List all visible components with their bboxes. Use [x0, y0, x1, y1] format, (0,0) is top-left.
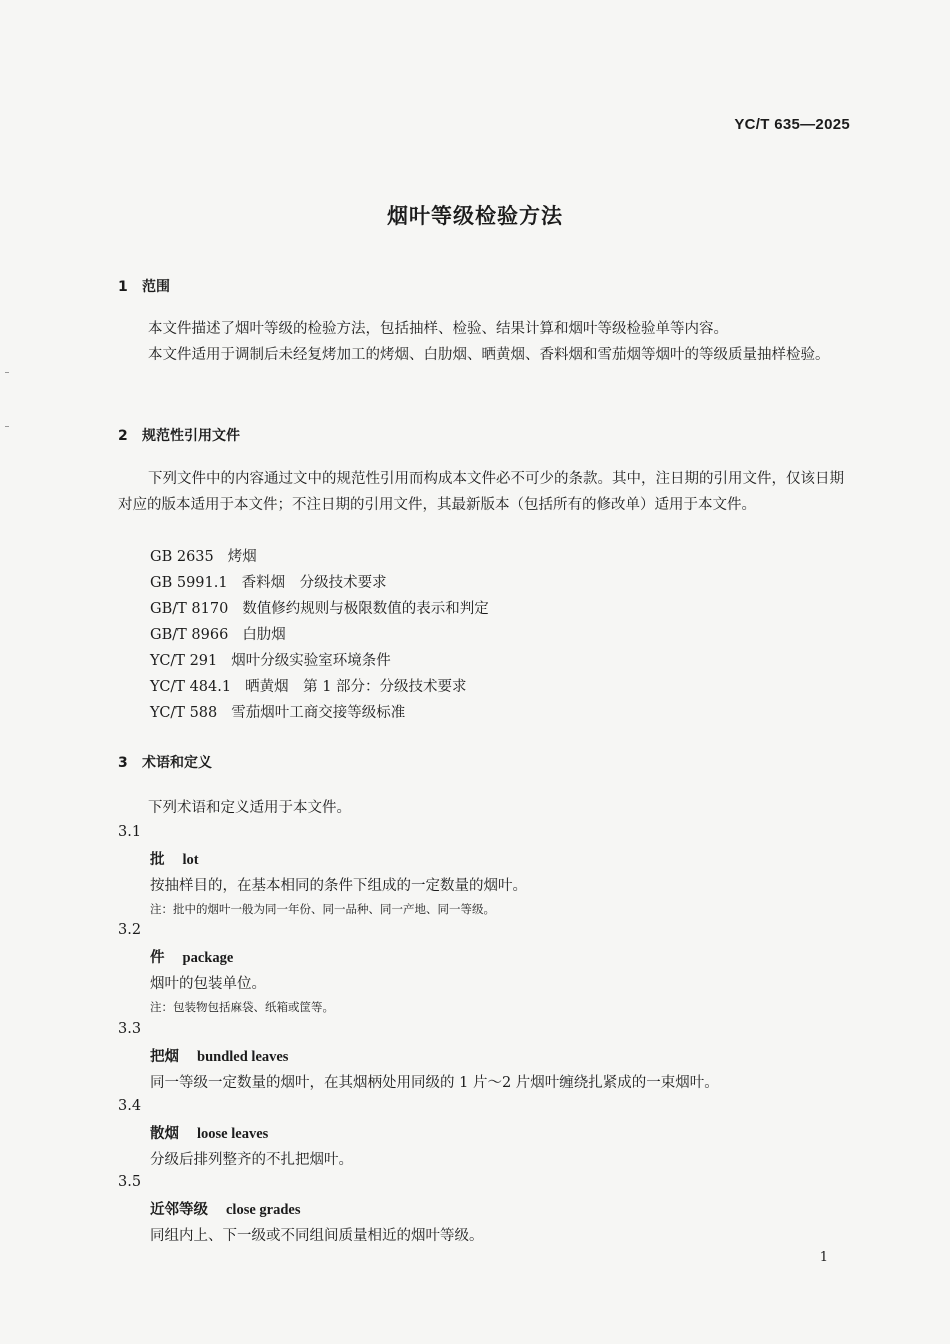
- term-zh: 近邻等级: [150, 1202, 208, 1218]
- reference-item: [150, 649, 391, 670]
- term-note: 注：批中的烟叶一般为同一年份、同一品种、同一产地、同一等级。: [150, 902, 495, 916]
- section-title: 术语和定义: [142, 755, 212, 771]
- reference-code: GB 2635: [150, 549, 214, 565]
- paragraph: 本文件描述了烟叶等级的检验方法，包括抽样、检验、结果计算和烟叶等级检验单等内容。: [148, 321, 728, 337]
- term-heading: [150, 946, 233, 967]
- reference-code: YC/T 291: [150, 653, 218, 669]
- term-note: 注：包装物包括麻袋、纸箱或筐等。: [150, 1000, 334, 1014]
- scan-edge-mark: [5, 426, 9, 427]
- reference-item: [150, 675, 467, 696]
- term-en: bundled leaves: [197, 1049, 289, 1065]
- term-number: 3.3: [118, 1021, 142, 1037]
- scan-edge-mark: [5, 372, 9, 373]
- term-number: 3.1: [118, 824, 142, 840]
- reference-code: GB/T 8966: [150, 627, 229, 643]
- reference-code: GB 5991.1: [150, 575, 228, 591]
- section-3-heading: [118, 752, 212, 772]
- term-heading: [150, 1122, 268, 1143]
- term-heading: [150, 1198, 301, 1219]
- reference-title: 烟叶分级实验室环境条件: [231, 653, 391, 669]
- term-definition: 分级后排列整齐的不扎把烟叶。: [150, 1152, 353, 1168]
- term-number: 3.4: [118, 1098, 142, 1114]
- term-definition: 按抽样目的，在基本相同的条件下组成的一定数量的烟叶。: [150, 878, 527, 894]
- paragraph: 下列文件中的内容通过文中的规范性引用而构成本文件必不可少的条款。其中，注日期的引用文件，仅该日期对应的版本适用于本文件；不注日期的引用文件，其最新版本（包括所有的修改单）适用于本文件。: [118, 471, 844, 513]
- section-title: 规范性引用文件: [142, 428, 240, 444]
- reference-title: 白肋烟: [242, 627, 286, 643]
- reference-title: 数值修约规则与极限数值的表示和判定: [242, 601, 489, 617]
- term-en: lot: [182, 852, 199, 868]
- term-heading: [150, 1045, 288, 1066]
- term-number: 3.5: [118, 1174, 142, 1190]
- reference-item: [150, 701, 405, 722]
- reference-item: [150, 597, 489, 618]
- term-zh: 件: [150, 950, 165, 966]
- reference-code: YC/T 484.1: [150, 679, 232, 695]
- reference-item: [150, 571, 387, 592]
- page-number: 1: [819, 1250, 828, 1265]
- document-title: 烟叶等级检验方法: [387, 204, 563, 228]
- reference-item: [150, 545, 257, 566]
- term-zh: 把烟: [150, 1049, 179, 1065]
- paragraph: 本文件适用于调制后未经复烤加工的烤烟、白肋烟、晒黄烟、香料烟和雪茄烟等烟叶的等级质量抽样检验。: [148, 347, 830, 363]
- term-definition: 同组内上、下一级或不同组间质量相近的烟叶等级。: [150, 1228, 484, 1244]
- reference-item: [150, 623, 286, 644]
- term-zh: 批: [150, 852, 165, 868]
- term-definition: 烟叶的包装单位。: [150, 976, 266, 992]
- section-number: 1: [118, 279, 128, 295]
- reference-title: 雪茄烟叶工商交接等级标准: [231, 705, 406, 721]
- term-en: package: [182, 950, 234, 966]
- reference-code: GB/T 8170: [150, 601, 229, 617]
- term-zh: 散烟: [150, 1126, 179, 1142]
- reference-code: YC/T 588: [150, 705, 218, 721]
- section-number: 2: [118, 428, 128, 444]
- term-en: loose leaves: [197, 1126, 269, 1142]
- section-2-heading: [118, 425, 240, 445]
- section-title: 范围: [142, 279, 170, 295]
- reference-title: 晒黄烟 第 1 部分：分级技术要求: [245, 679, 467, 695]
- term-heading: [150, 848, 199, 869]
- term-definition: 同一等级一定数量的烟叶，在其烟柄处用同级的 1 片～2 片烟叶缠绕扎紧成的一束烟叶。: [150, 1075, 719, 1091]
- standard-number: YC/T 635—2025: [734, 116, 850, 133]
- reference-title: 烤烟: [227, 549, 257, 565]
- section-number: 3: [118, 755, 128, 771]
- reference-title: 香料烟 分级技术要求: [241, 575, 387, 591]
- term-number: 3.2: [118, 922, 142, 938]
- term-en: close grades: [226, 1202, 301, 1218]
- section-1-heading: [118, 276, 170, 296]
- paragraph: 下列术语和定义适用于本文件。: [148, 800, 351, 816]
